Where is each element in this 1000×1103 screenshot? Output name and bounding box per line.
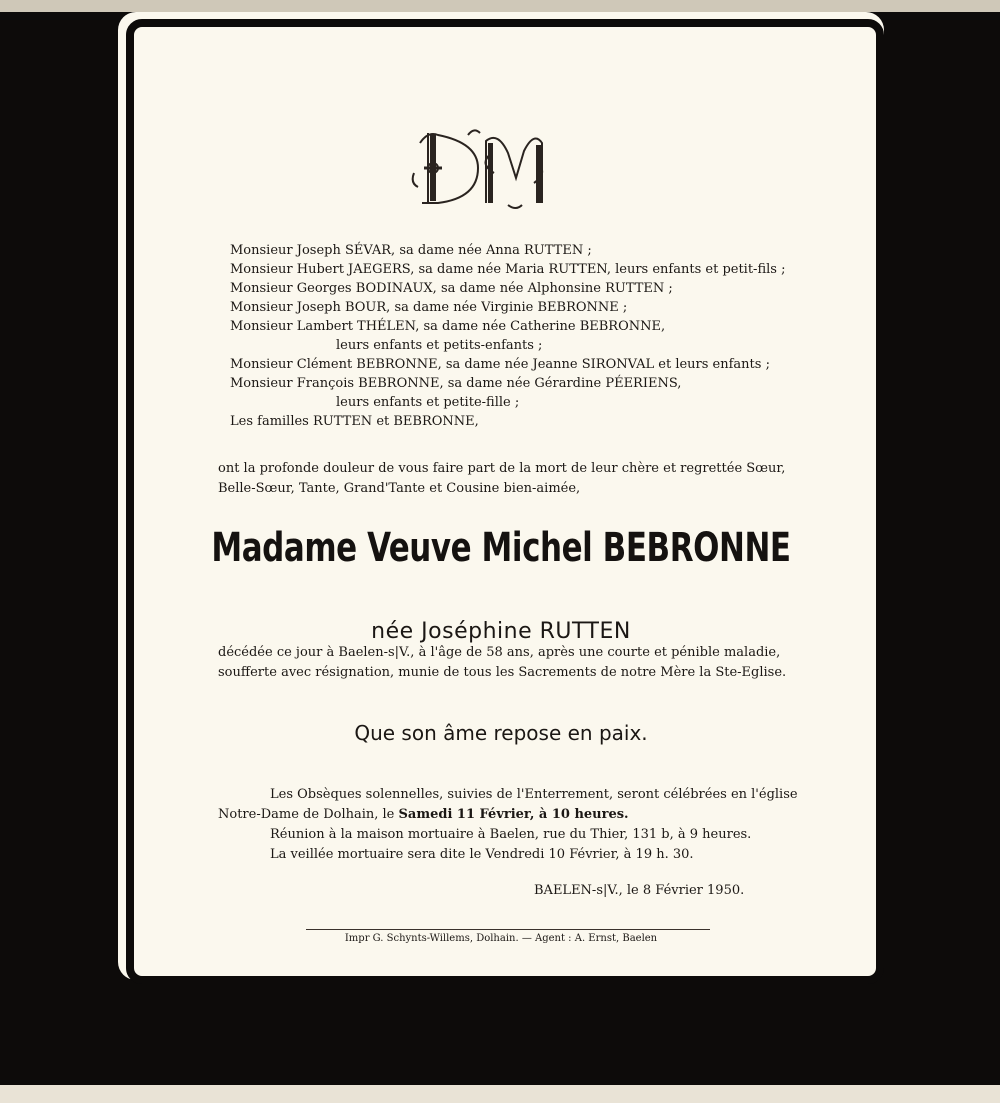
family-line: Monsieur Joseph BOUR, sa dame née Virginie BEBRONNE ; [230, 300, 628, 315]
family-list [230, 241, 830, 431]
family-line: Monsieur Lambert THÉLEN, sa dame née Catherine BEBRONNE, [230, 319, 666, 334]
place-and-date: BAELEN-s|V., le 8 Février 1950. [534, 883, 745, 898]
funeral-line-2 [218, 805, 838, 825]
family-line: leurs enfants et petits-enfants ; [336, 338, 543, 353]
family-line: Monsieur Joseph SÉVAR, sa dame née Anna RUTTEN ; [230, 243, 592, 258]
funeral-line-4: La veillée mortuaire sera dite le Vendredi 10 Février, à 19 h. 30. [270, 847, 694, 862]
scan-edge-bottom [0, 1085, 1000, 1103]
intro-line-2: Belle-Sœur, Tante, Grand'Tante et Cousine bien-aimée, [218, 481, 581, 496]
family-line: Monsieur Clément BEBRONNE, sa dame née Jeanne SIRONVAL et leurs enfants ; [230, 357, 770, 372]
funeral-line-2-prefix: Notre-Dame de Dolhain, le [218, 807, 399, 822]
printer-credit: Impr G. Schynts-Willems, Dolhain. — Agent : A. Ernst, Baelen [344, 933, 658, 944]
family-line: Monsieur Hubert JAEGERS, sa dame née Maria RUTTEN, leurs enfants et petit-fils ; [230, 262, 786, 277]
intro-line-1: ont la profonde douleur de vous faire part de la mort de leur chère et regrettée Sœur, [218, 461, 786, 476]
announcement-intro [218, 459, 818, 499]
funeral-line-3: Réunion à la maison mortuaire à Baelen, rue du Thier, 131 b, à 9 heures. [270, 827, 752, 842]
family-line: leurs enfants et petite-fille ; [336, 395, 520, 410]
death-notice [218, 643, 818, 683]
rest-in-peace: Que son âme repose en paix. [354, 721, 648, 745]
funeral-date-time: Samedi 11 Février, à 10 heures. [398, 807, 629, 822]
funeral-details [218, 785, 838, 865]
scan-edge-top [0, 0, 1000, 12]
family-line: Les familles RUTTEN et BEBRONNE, [230, 414, 479, 429]
death-notice-card [138, 31, 864, 961]
death-line-1: décédée ce jour à Baelen-s|V., à l'âge de 58 ans, après une courte et pénible maladie, [218, 645, 781, 660]
family-line: Monsieur François BEBRONNE, sa dame née Gérardine PÉERIENS, [230, 376, 682, 391]
maiden-name: née Joséphine RUTTEN [371, 619, 631, 644]
deceased-name: Madame Veuve Michel BEBRONNE [211, 525, 791, 571]
family-line: Monsieur Georges BODINAUX, sa dame née Alphonsine RUTTEN ; [230, 281, 673, 296]
death-line-2: soufferte avec résignation, munie de tous les Sacrements de notre Mère la Ste-Eglise. [218, 665, 787, 680]
funeral-line-1: Les Obsèques solennelles, suivies de l'Enterrement, seront célébrées en l'église [270, 787, 798, 802]
monogram-ornament [408, 123, 546, 213]
divider [306, 929, 710, 930]
monogram-icon [408, 123, 546, 213]
